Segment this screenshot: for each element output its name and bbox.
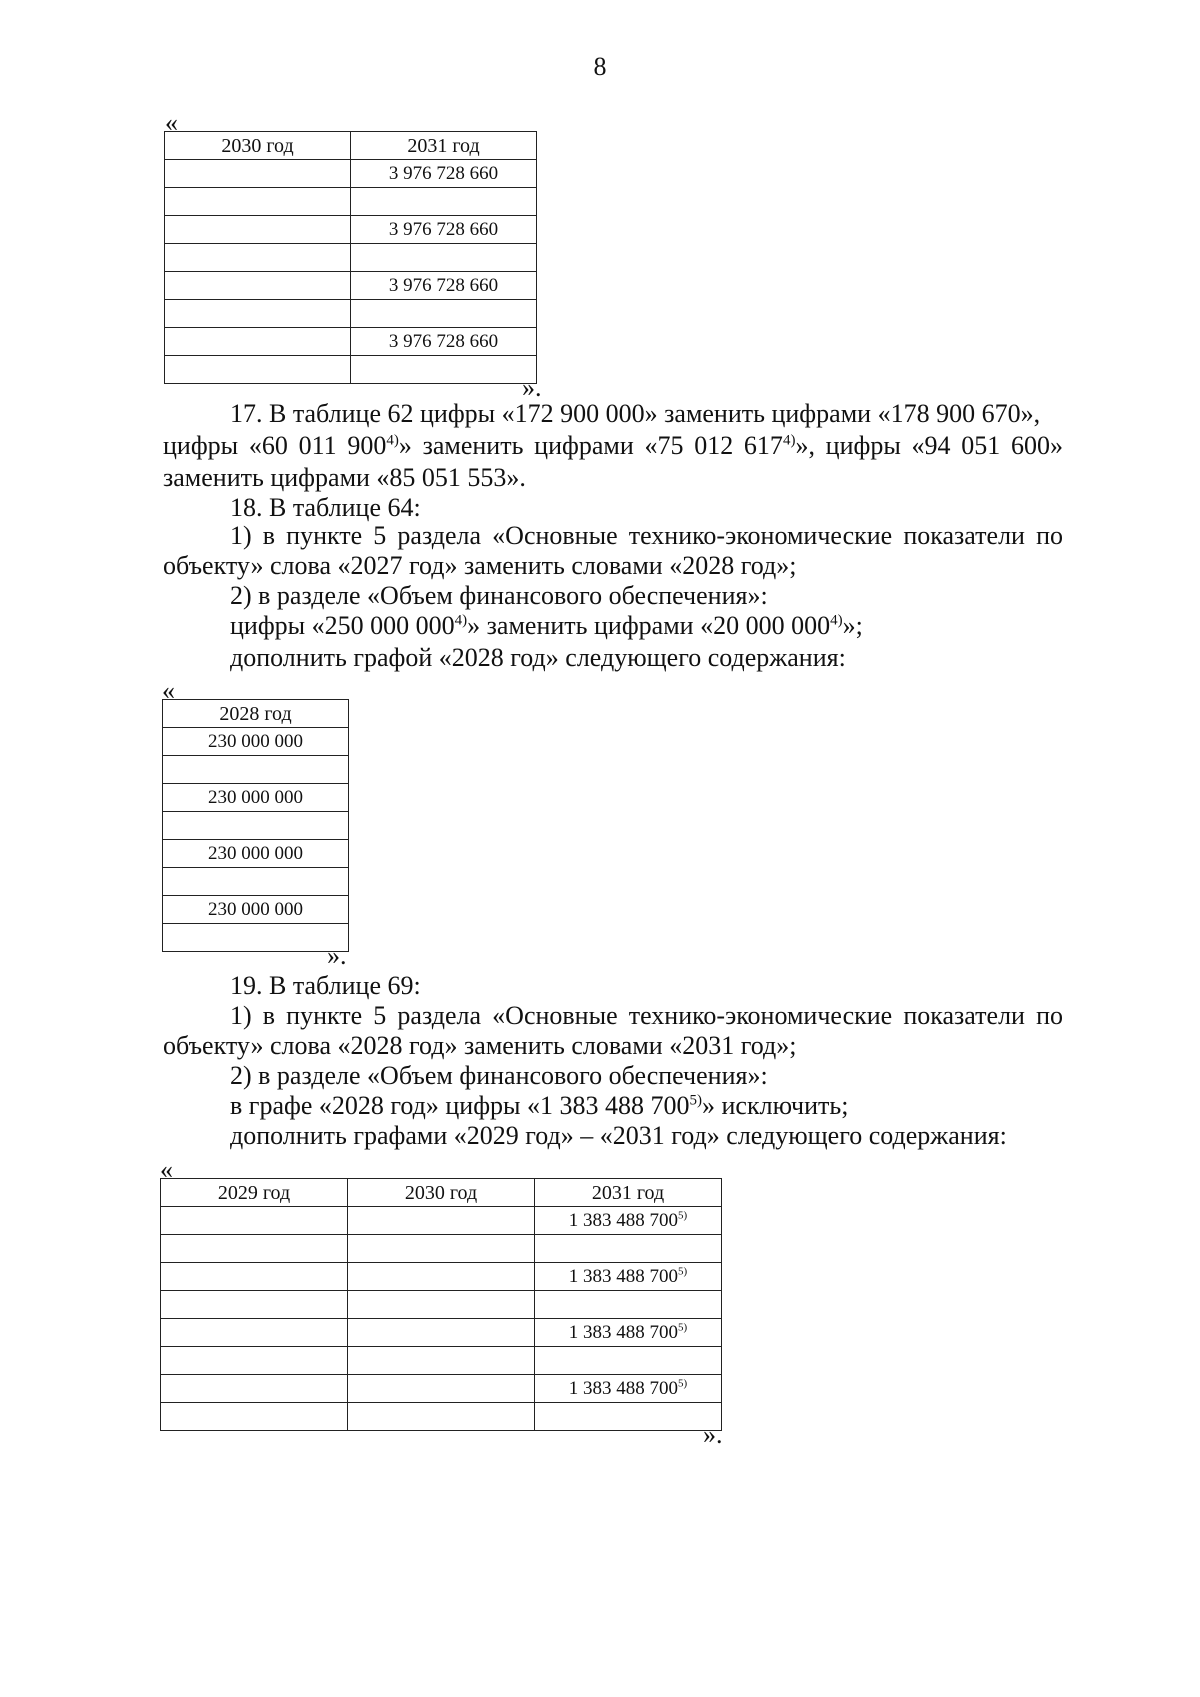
table-cell <box>535 1263 722 1291</box>
table-row <box>161 1347 722 1375</box>
table-body <box>163 728 349 952</box>
table-cell <box>161 1319 348 1347</box>
table-cell: 3 976 728 660 <box>351 328 537 356</box>
table-cell <box>161 1291 348 1319</box>
table-cell <box>165 160 351 188</box>
table-cell <box>351 188 537 216</box>
table-cell: 230 000 000 <box>163 896 349 924</box>
table-row <box>163 840 349 868</box>
footnote-mark: 5) <box>678 1209 688 1222</box>
open-quote: « <box>160 1155 173 1184</box>
table-cell <box>348 1207 535 1235</box>
table-row <box>165 328 537 356</box>
column-header: 2031 год <box>535 1179 722 1207</box>
paragraph-18-item: 1) в пункте 5 раздела «Основные технико-экономические показатели по <box>230 521 1063 550</box>
table-cell <box>535 1291 722 1319</box>
column-header: 2030 год <box>165 132 351 160</box>
table-cell <box>351 356 537 384</box>
table-cell <box>535 1347 722 1375</box>
table-cell <box>161 1263 348 1291</box>
paragraph-18-item: 2) в разделе «Объем финансового обеспечения»: <box>230 581 768 610</box>
table-cell <box>163 812 349 840</box>
paragraph-19-item: 1) в пункте 5 раздела «Основные технико-экономические показатели по <box>230 1001 1063 1030</box>
table-row <box>161 1319 722 1347</box>
table-cell: 3 976 728 660 <box>351 272 537 300</box>
table-cell <box>165 356 351 384</box>
table-cell <box>165 272 351 300</box>
table-row <box>163 756 349 784</box>
table-body <box>161 1207 722 1431</box>
cell-value: 1 383 488 700 <box>568 1265 679 1287</box>
table-cell <box>348 1235 535 1263</box>
cell-value: 1 383 488 700 <box>568 1377 679 1399</box>
table-cell <box>163 924 349 952</box>
table-cell <box>161 1207 348 1235</box>
table-cell <box>535 1207 722 1235</box>
page-number: 8 <box>593 52 607 81</box>
table-cell <box>161 1403 348 1431</box>
table-cell <box>348 1319 535 1347</box>
open-quote: « <box>162 676 175 705</box>
column-header: 2031 год <box>351 132 537 160</box>
table-row <box>163 868 349 896</box>
paragraph-18-item: дополнить графой «2028 год» следующего содержания: <box>230 643 846 672</box>
table-row <box>163 812 349 840</box>
paragraph-19-item: дополнить графами «2029 год» – «2031 год» следующего содержания: <box>230 1121 1007 1150</box>
table-row <box>165 244 537 272</box>
close-quote: ». <box>327 941 347 970</box>
table-cell <box>535 1319 722 1347</box>
paragraph-18-title: 18. В таблице 64: <box>230 493 421 522</box>
table-body <box>165 160 537 384</box>
table-cell <box>161 1347 348 1375</box>
table-row <box>165 188 537 216</box>
paragraph-17-line: цифры «60 011 900$^{4)}$» заменить цифрами «75 012 617$^{4)}$», цифры «94 051 600» <box>163 431 1063 460</box>
table-cell <box>165 328 351 356</box>
close-quote: ». <box>703 1420 723 1449</box>
table-row <box>165 356 537 384</box>
footnote-mark: 5) <box>678 1321 688 1334</box>
table-2030-2031 <box>164 131 537 384</box>
table-cell <box>535 1403 722 1431</box>
table-cell: 3 976 728 660 <box>351 216 537 244</box>
table-cell <box>163 756 349 784</box>
table-cell <box>348 1347 535 1375</box>
table-row <box>161 1263 722 1291</box>
table-cell <box>348 1403 535 1431</box>
table-cell: 230 000 000 <box>163 784 349 812</box>
paragraph-19-item: 2) в разделе «Объем финансового обеспечения»: <box>230 1061 768 1090</box>
column-header: 2030 год <box>348 1179 535 1207</box>
table-row <box>161 1291 722 1319</box>
table-cell <box>161 1235 348 1263</box>
table-cell <box>351 244 537 272</box>
table-row <box>163 728 349 756</box>
table-cell <box>161 1375 348 1403</box>
paragraph-19-graph: в графе «2028 год» цифры «1 383 488 700$^{5)}$» исключить; <box>230 1091 849 1120</box>
table-cell <box>165 188 351 216</box>
table-cell <box>348 1291 535 1319</box>
table-row <box>161 1235 722 1263</box>
paragraph-19-item: объекту» слова «2028 год» заменить словами «2031 год»; <box>163 1031 797 1060</box>
open-quote: « <box>165 108 178 137</box>
table-2029-2031 <box>160 1178 722 1431</box>
paragraph-17-line: заменить цифрами «85 051 553». <box>163 463 526 492</box>
table-cell <box>165 216 351 244</box>
column-header: 2028 год <box>163 700 349 728</box>
table-row <box>163 784 349 812</box>
table-cell <box>348 1375 535 1403</box>
table-cell: 3 976 728 660 <box>351 160 537 188</box>
table-row <box>161 1207 722 1235</box>
table-row <box>163 924 349 952</box>
table-row <box>165 300 537 328</box>
paragraph-19-title: 19. В таблице 69: <box>230 971 421 1000</box>
table-cell: 230 000 000 <box>163 728 349 756</box>
table-cell <box>535 1235 722 1263</box>
paragraph-18-item: объекту» слова «2027 год» заменить словами «2028 год»; <box>163 551 797 580</box>
table-row <box>165 216 537 244</box>
table-2028 <box>162 699 349 952</box>
table-row <box>161 1403 722 1431</box>
paragraph-17-line: 17. В таблице 62 цифры «172 900 000» заменить цифрами «178 900 670», <box>230 399 1041 428</box>
table-cell <box>348 1263 535 1291</box>
close-quote: ». <box>522 373 542 402</box>
footnote-mark: 5) <box>678 1265 688 1278</box>
table-cell: 230 000 000 <box>163 840 349 868</box>
table-row <box>163 896 349 924</box>
cell-value: 1 383 488 700 <box>568 1209 679 1231</box>
table-row <box>161 1375 722 1403</box>
table-cell <box>351 300 537 328</box>
footnote-mark: 5) <box>678 1377 688 1390</box>
cell-value: 1 383 488 700 <box>568 1321 679 1343</box>
table-cell <box>163 868 349 896</box>
table-row <box>165 272 537 300</box>
column-header: 2029 год <box>161 1179 348 1207</box>
table-cell <box>535 1375 722 1403</box>
table-cell <box>165 244 351 272</box>
table-row <box>165 160 537 188</box>
table-cell <box>165 300 351 328</box>
paragraph-18-figures: цифры «250 000 000$^{4)}$» заменить цифрами «20 000 000$^{4)}$»; <box>230 611 863 640</box>
